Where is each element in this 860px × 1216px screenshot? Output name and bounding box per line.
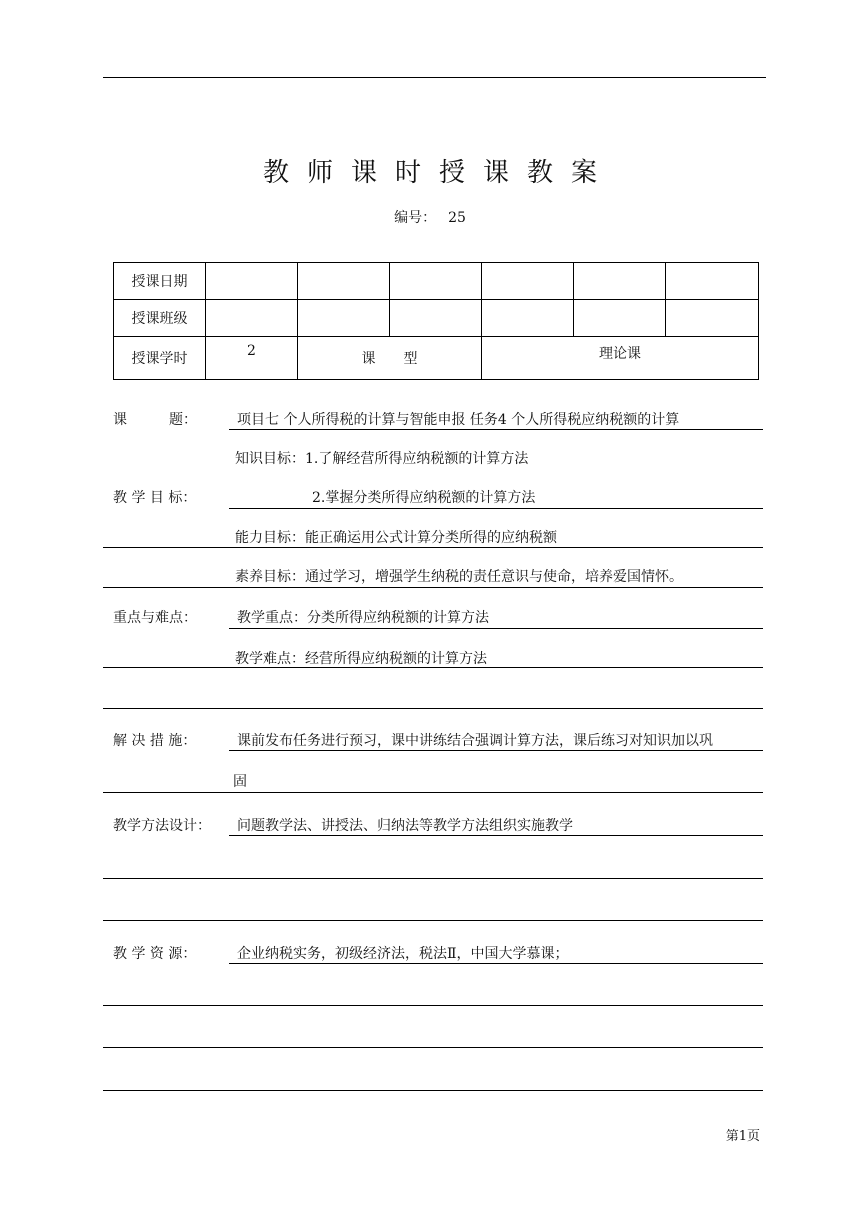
section-rule [103,667,763,668]
class-cell-6[interactable] [666,300,759,337]
date-cell-6[interactable] [666,263,759,300]
measures-line-2: 固 [233,774,247,790]
date-cell-2[interactable] [298,263,390,300]
topic-value: 项目七 个人所得税的计算与智能申报 任务4 个人所得税应纳税额的计算 [237,412,680,428]
knowledge-objective: 知识目标：1.了解经营所得应纳税额的计算方法 [235,451,529,467]
table-row [114,263,759,300]
key-points-label: 重点与难点： [113,610,197,626]
topic-label: 课 题： [113,412,197,428]
date-cell-3[interactable] [390,263,482,300]
measures-label: 解 决 措 施： [113,733,197,749]
resources-rule [229,963,763,964]
knowledge-objective-2: 2.掌握分类所得应纳税额的计算方法 [312,490,536,506]
class-cell-5[interactable] [574,300,666,337]
methods-value: 问题教学法、讲授法、归纳法等教学方法组织实施教学 [237,818,573,834]
date-cell-5[interactable] [574,263,666,300]
methods-label: 教学方法设计： [113,818,211,834]
table-row [114,337,759,380]
methods-rule [229,835,763,836]
topic-underline [229,429,763,430]
date-cell-4[interactable] [482,263,574,300]
ability-objective: 能力目标：能正确运用公式计算分类所得的应纳税额 [235,530,557,546]
section-rule [103,587,763,588]
section-rule [103,1090,763,1091]
hours-label: 授课学时 [114,337,206,380]
section-rule [103,920,763,921]
objectives-rule-1 [229,508,763,509]
teaching-difficulty: 教学难点：经营所得应纳税额的计算方法 [235,651,487,667]
date-cell-1[interactable] [206,263,298,300]
doc-number-value: 25 [448,210,466,226]
class-label: 授课班级 [114,300,206,337]
page-title: 教师课时授课教案 [262,158,615,188]
objectives-label: 教 学 目 标： [113,490,197,506]
teaching-key-point: 教学重点：分类所得应纳税额的计算方法 [237,610,489,626]
date-label: 授课日期 [114,263,206,300]
section-rule [103,547,763,548]
section-rule [103,1005,763,1006]
resources-label: 教 学 资 源： [113,946,197,962]
class-cell-2[interactable] [298,300,390,337]
section-rule [103,1047,763,1048]
page-number: 第1页 [725,1129,760,1144]
doc-number-label: 编号： [394,210,437,226]
quality-objective: 素养目标：通过学习，增强学生纳税的责任意识与使命，培养爱国情怀。 [235,569,683,585]
type-value: 理论课 [482,337,759,380]
info-table [113,262,759,380]
measures-rule [229,750,763,751]
table-row [114,300,759,337]
resources-value: 企业纳税实务，初级经济法，税法Ⅱ，中国大学慕课； [237,946,569,962]
class-cell-3[interactable] [390,300,482,337]
section-rule [103,792,763,793]
class-cell-1[interactable] [206,300,298,337]
key-point-rule [229,628,763,629]
hours-value: 2 [206,337,298,380]
section-rule [103,708,763,709]
measures-line-1: 课前发布任务进行预习，课中讲练结合强调计算方法，课后练习对知识加以巩 [237,733,713,749]
class-cell-4[interactable] [482,300,574,337]
doc-number [0,207,860,227]
type-label: 课 型 [298,337,482,380]
header-rule [103,77,766,78]
section-rule [103,878,763,879]
